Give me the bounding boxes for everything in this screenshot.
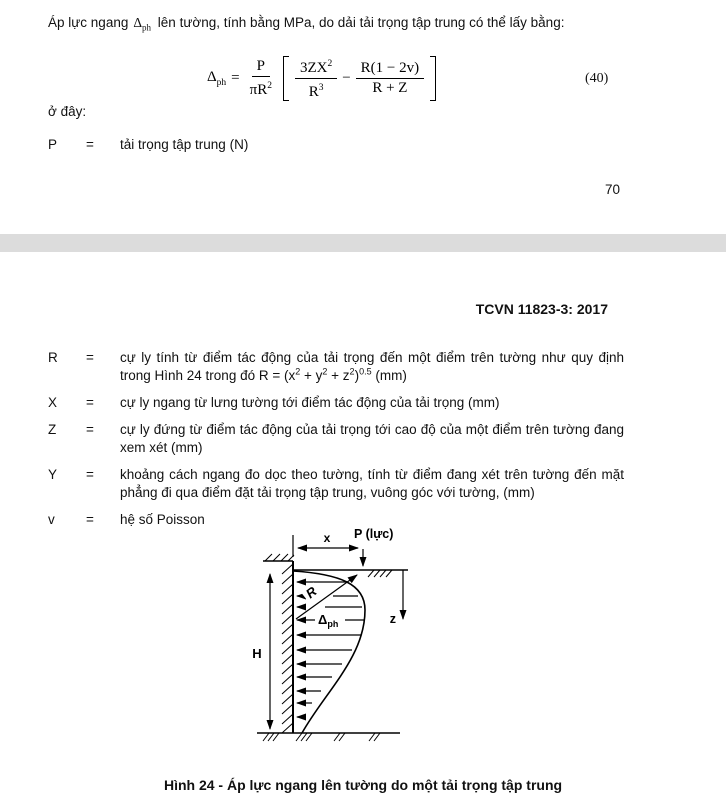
definition-text: khoảng cách ngang đo dọc theo tường, tính từ điểm đang xét trên tường đến mặt phẳng đi qua điểm đặt tải trọng tập trung, vuông góc với tường, (mm) — [120, 467, 624, 500]
definition-text: cự ly tính từ điểm tác động của tải trọng đến một điểm trên tường như quy định trong Hình 24 trong đó $R = (x^2 + y^2 + z^2)^{0.5}$ (mm) — [120, 350, 624, 383]
svg-text:Δph: $\Delta_{ph}$ — [318, 612, 339, 629]
z-label: z — [389, 612, 396, 626]
delta-ph-label — [316, 611, 344, 629]
definition-symbol: Y — [48, 467, 58, 482]
p-load-label: P (lực) — [354, 527, 394, 541]
definition-P — [48, 136, 608, 154]
page-divider — [0, 234, 726, 252]
definition-symbol: X — [48, 395, 58, 410]
intro-text-pre: Áp lực ngang — [48, 15, 129, 30]
outer-fraction: $\frac{P}{\pi R^2}$ — [249, 58, 272, 98]
page-number: 70 — [604, 182, 620, 197]
wall-cap-hatch — [265, 554, 294, 561]
document-header: TCVN 11823-3: 2017 — [475, 301, 608, 317]
inner-fraction-1: $\frac{3ZX^2}{R^3}$ — [295, 56, 337, 101]
definition-R — [48, 349, 624, 385]
bottom-ground-hatch — [263, 733, 380, 741]
definition-text: tải trọng tập trung (N) — [120, 137, 249, 152]
definition-Z — [48, 421, 624, 457]
equation-40 — [207, 56, 437, 101]
definition-equals: = — [86, 422, 94, 437]
h-label: H — [252, 646, 262, 661]
minus-sign: − — [342, 70, 351, 86]
svg-text:R: R — [302, 583, 320, 602]
figure-24-diagram — [235, 522, 430, 752]
definition-symbol: Z — [48, 422, 57, 437]
inner-fraction-2: $\frac{R(1 - 2v)}{R + Z}$ — [356, 60, 424, 97]
definition-equals: = — [86, 467, 94, 482]
left-bracket — [283, 56, 289, 101]
definition-equals: = — [86, 395, 94, 410]
intro-paragraph — [48, 14, 628, 37]
where-label: ở đây: — [48, 104, 87, 119]
definition-text: hệ số Poisson — [120, 512, 205, 527]
definition-equals: = — [86, 137, 94, 152]
r-label — [300, 582, 322, 604]
definition-X — [48, 394, 624, 412]
intro-text-post: lên tường, tính bằng MPa, do dải tải trọng tập trung có thể lấy bằng: — [157, 15, 565, 30]
equation-lhs: $\Delta_{ph}$ — [207, 69, 227, 88]
figure-caption: Hình 24 - Áp lực ngang lên tường do một tải trọng tập trung — [163, 777, 563, 793]
definition-symbol: R — [48, 350, 58, 365]
definition-Y — [48, 466, 624, 502]
x-label: x — [323, 531, 331, 545]
definition-text: cự ly đứng từ điểm tác động của tải trọng tới cao độ của một điểm trên tường đang xem xét (mm) — [120, 422, 624, 455]
definition-symbol: v — [48, 512, 55, 527]
definition-equals: = — [86, 512, 94, 527]
definition-text: cự ly ngang từ lưng tường tới điểm tác động của tải trọng (mm) — [120, 395, 500, 410]
delta-ph-symbol: $\Delta_{ph}$ — [133, 15, 152, 33]
top-ground-hatch — [368, 570, 392, 577]
equation-number: (40) — [585, 71, 609, 86]
definitions-list — [48, 349, 624, 538]
equals-sign: = — [231, 70, 240, 86]
definition-equals: = — [86, 350, 94, 365]
wall-hatch — [282, 564, 293, 733]
definition-symbol: P — [48, 137, 58, 152]
right-bracket — [430, 56, 436, 101]
